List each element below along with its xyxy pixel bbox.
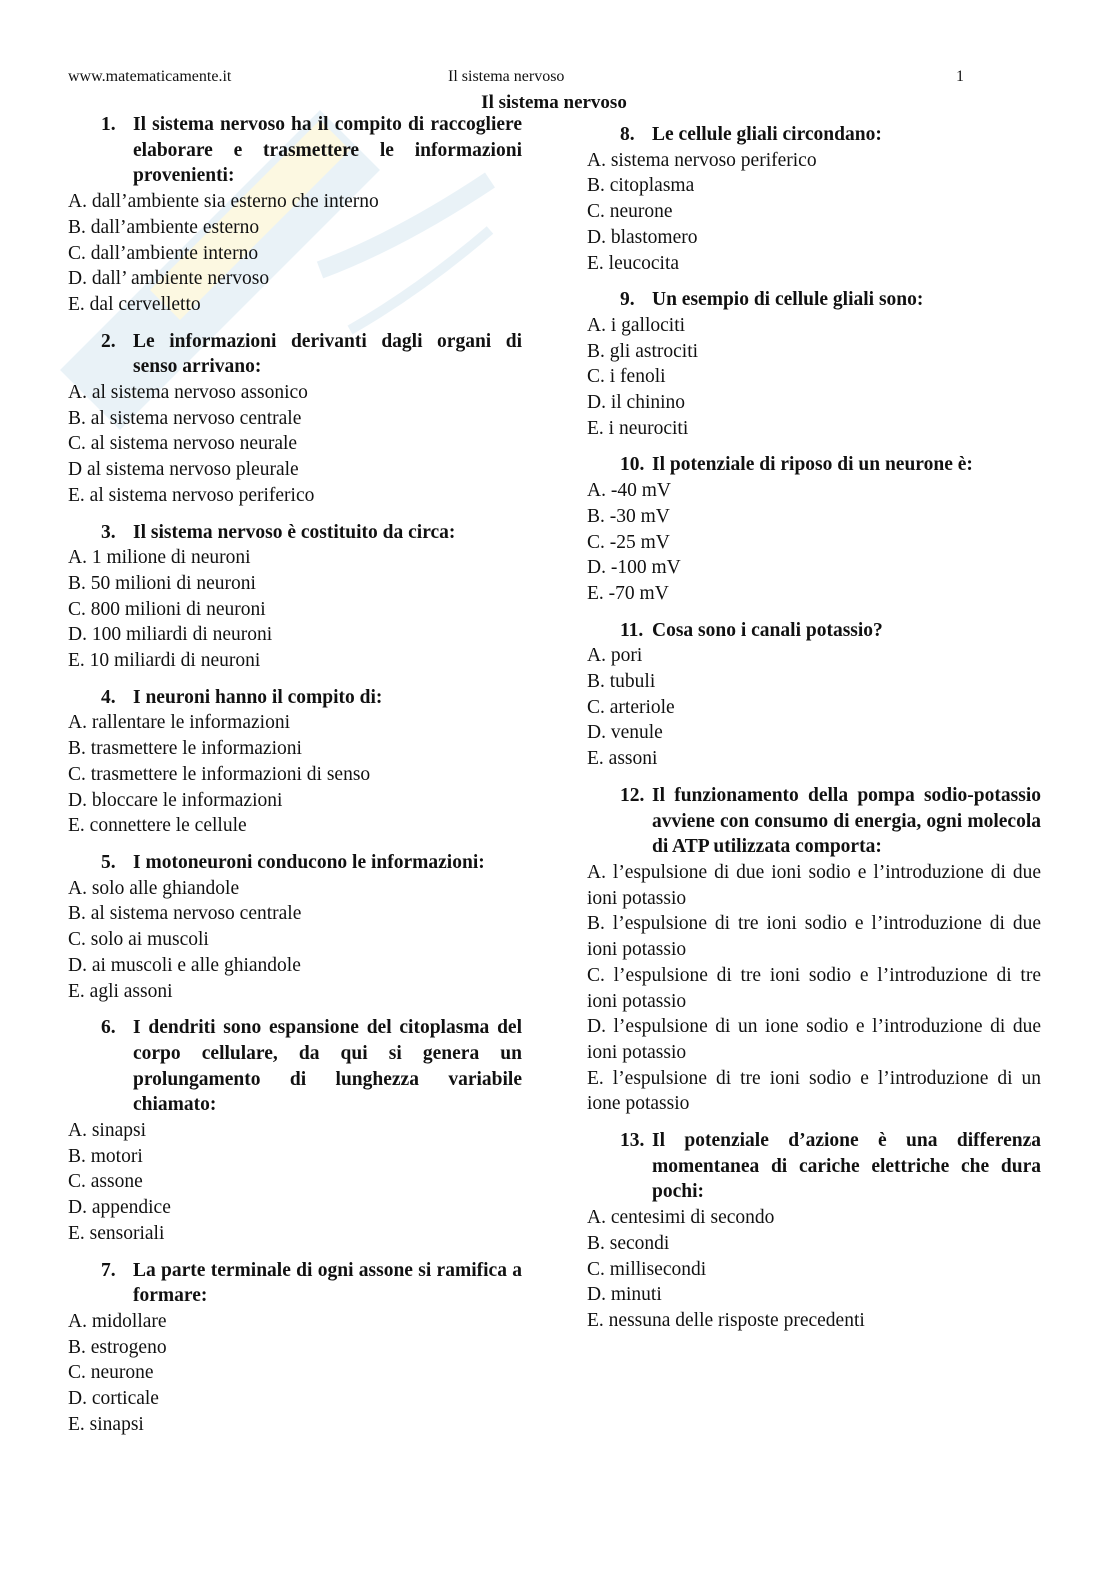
question-number: 6. <box>101 1017 116 1039</box>
answer-option: C. dall’ambiente interno <box>68 242 259 264</box>
question-block <box>68 112 522 318</box>
right-column <box>587 122 1041 1334</box>
question-block <box>68 1015 522 1246</box>
answer-option: D al sistema nervoso pleurale <box>68 459 299 481</box>
answer-option: E. agli assoni <box>68 980 173 1002</box>
question-heading <box>587 122 1041 148</box>
question-block <box>68 1258 522 1438</box>
question-heading <box>68 329 522 380</box>
question-number: 10. <box>620 454 645 476</box>
answer-option: A. rallentare le informazioni <box>68 712 290 734</box>
question-block <box>68 850 522 1004</box>
question-heading <box>587 1128 1041 1205</box>
question-block <box>68 520 522 674</box>
answer-option: C. neurone <box>587 201 673 223</box>
page-number: 1 <box>956 68 964 85</box>
answer-option: A. dall’ambiente sia esterno che interno <box>68 191 379 213</box>
question-number: 1. <box>101 114 116 135</box>
answer-option: A. l’espulsione di due ioni sodio e l’introduzione di due ioni potassio <box>587 861 1041 909</box>
answer-option: D. ai muscoli e alle ghiandole <box>68 954 301 976</box>
answer-option: A. centesimi di secondo <box>587 1207 775 1229</box>
question-text: Il potenziale d’azione è una differenza momentanea di cariche elettriche che dura pochi: <box>652 1130 1041 1203</box>
question-block <box>68 685 522 839</box>
question-text: Il sistema nervoso è costituito da circa: <box>133 521 456 543</box>
answer-option: B. al sistema nervoso centrale <box>68 407 302 429</box>
answer-option: D. bloccare le informazioni <box>68 789 283 811</box>
question-block <box>587 783 1041 1117</box>
answer-option: B. trasmettere le informazioni <box>68 738 302 760</box>
answer-option: E. dal cervelletto <box>68 293 201 315</box>
answer-option: D. dall’ ambiente nervoso <box>68 268 270 290</box>
question-text: Il potenziale di riposo di un neurone è: <box>652 454 973 476</box>
question-heading <box>68 685 522 711</box>
question-number: 7. <box>101 1259 116 1281</box>
question-block <box>68 329 522 509</box>
answer-option: D. 100 miliardi di neuroni <box>68 624 273 646</box>
question-number: 13. <box>620 1130 645 1152</box>
question-text: Le cellule gliali circondano: <box>652 124 882 145</box>
answer-option: B. -30 mV <box>587 505 670 527</box>
question-block <box>587 287 1041 441</box>
answer-option: C. 800 milioni di neuroni <box>68 598 266 620</box>
answer-option: A. al sistema nervoso assonico <box>68 382 308 404</box>
answer-option: D. venule <box>587 722 663 744</box>
answer-option: D. corticale <box>68 1388 159 1410</box>
answer-option: B. motori <box>68 1145 143 1167</box>
answer-option: E. 10 miliardi di neuroni <box>68 650 261 672</box>
answer-option: B. l’espulsione di tre ioni sodio e l’introduzione di due ioni potassio <box>587 913 1041 961</box>
header-title: Il sistema nervoso <box>448 68 565 85</box>
question-block <box>587 618 1041 772</box>
question-heading <box>68 1258 522 1309</box>
question-heading <box>68 112 522 189</box>
document-title: Il sistema nervoso <box>481 92 627 113</box>
answer-option: E. connettere le cellule <box>68 815 247 837</box>
question-number: 11. <box>620 619 644 641</box>
header-site: www.matematicamente.it <box>68 68 232 85</box>
answer-option: A. i gallociti <box>587 314 686 336</box>
answer-option: D. il chinino <box>587 392 686 414</box>
answer-option: B. dall’ambiente esterno <box>68 216 260 238</box>
question-text: Il funzionamento della pompa sodio-potassio avviene con consumo di energia, ogni molecola di ATP utilizzata comporta: <box>652 784 1041 858</box>
answer-option: D. -100 mV <box>587 557 681 579</box>
question-heading <box>68 1015 522 1118</box>
answer-option: B. tubuli <box>587 671 656 693</box>
answer-option: A. sistema nervoso periferico <box>587 149 817 171</box>
question-number: 2. <box>101 330 116 352</box>
answer-option: E. sinapsi <box>68 1413 144 1435</box>
answer-option: B. al sistema nervoso centrale <box>68 903 302 925</box>
answer-option: A. midollare <box>68 1310 167 1332</box>
question-text: La parte terminale di ogni assone si ramifica a formare: <box>133 1259 522 1307</box>
left-column <box>68 112 522 1437</box>
question-heading <box>587 618 1041 644</box>
answer-option: A. sinapsi <box>68 1120 146 1142</box>
answer-option: C. l’espulsione di tre ioni sodio e l’introduzione di tre ioni potassio <box>587 964 1041 1012</box>
answer-option: E. sensoriali <box>68 1222 165 1244</box>
answer-option: A. -40 mV <box>587 480 671 502</box>
answer-option: C. solo ai muscoli <box>68 929 209 951</box>
question-text: I motoneuroni conducono le informazioni: <box>133 851 485 873</box>
question-block <box>587 452 1041 606</box>
question-heading <box>587 783 1041 860</box>
answer-option: E. i neurociti <box>587 417 689 439</box>
question-number: 5. <box>101 851 116 873</box>
answer-option: E. -70 mV <box>587 582 669 604</box>
answer-option: C. millisecondi <box>587 1258 707 1280</box>
answer-option: C. trasmettere le informazioni di senso <box>68 763 371 785</box>
question-text: I neuroni hanno il compito di: <box>133 686 383 708</box>
page-header <box>68 68 966 90</box>
answer-option: A. solo alle ghiandole <box>68 877 240 899</box>
answer-option: C. arteriole <box>587 696 675 718</box>
question-text: Un esempio di cellule gliali sono: <box>652 289 924 311</box>
answer-option: C. neurone <box>68 1362 154 1384</box>
answer-option: E. al sistema nervoso periferico <box>68 484 315 506</box>
question-block <box>587 122 1041 276</box>
answer-option: A. 1 milione di neuroni <box>68 547 251 569</box>
question-block <box>587 1128 1041 1334</box>
question-heading <box>587 452 1041 478</box>
answer-option: B. gli astrociti <box>587 340 699 362</box>
answer-option: C. al sistema nervoso neurale <box>68 433 298 455</box>
answer-option: C. assone <box>68 1171 143 1193</box>
answer-option: D. l’espulsione di un ione sodio e l’introduzione di due ioni potassio <box>587 1016 1041 1063</box>
question-heading <box>587 287 1041 313</box>
question-text: Cosa sono i canali potassio? <box>652 619 883 641</box>
question-heading <box>68 850 522 876</box>
question-text: I dendriti sono espansione del citoplasma del corpo cellulare, da qui si genera un prolungamento di lunghezza variabile chiamato: <box>133 1017 522 1116</box>
answer-option: B. citoplasma <box>587 175 695 197</box>
answer-option: E. leucocita <box>587 252 680 274</box>
answer-option: C. -25 mV <box>587 531 670 553</box>
question-text: Il sistema nervoso ha il compito di raccogliere elaborare e trasmettere le informazioni provenienti: <box>133 114 522 187</box>
answer-option: A. pori <box>587 645 643 667</box>
question-number: 9. <box>620 289 635 311</box>
question-number: 8. <box>620 124 635 145</box>
answer-option: C. i fenoli <box>587 366 666 388</box>
answer-option: D. appendice <box>68 1197 171 1219</box>
answer-option: D. blastomero <box>587 226 698 248</box>
answer-option: B. 50 milioni di neuroni <box>68 572 256 594</box>
answer-option: E. assoni <box>587 748 658 770</box>
answer-option: E. l’espulsione di tre ioni sodio e l’introduzione di un ione potassio <box>587 1067 1041 1115</box>
answer-option: E. nessuna delle risposte precedenti <box>587 1309 865 1331</box>
question-heading <box>68 520 522 546</box>
answer-option: D. minuti <box>587 1284 662 1306</box>
question-number: 4. <box>101 686 116 708</box>
question-number: 12. <box>620 784 645 806</box>
question-number: 3. <box>101 521 116 543</box>
answer-option: B. secondi <box>587 1232 670 1254</box>
question-text: Le informazioni derivanti dagli organi di senso arrivano: <box>133 330 522 378</box>
answer-option: B. estrogeno <box>68 1336 167 1358</box>
